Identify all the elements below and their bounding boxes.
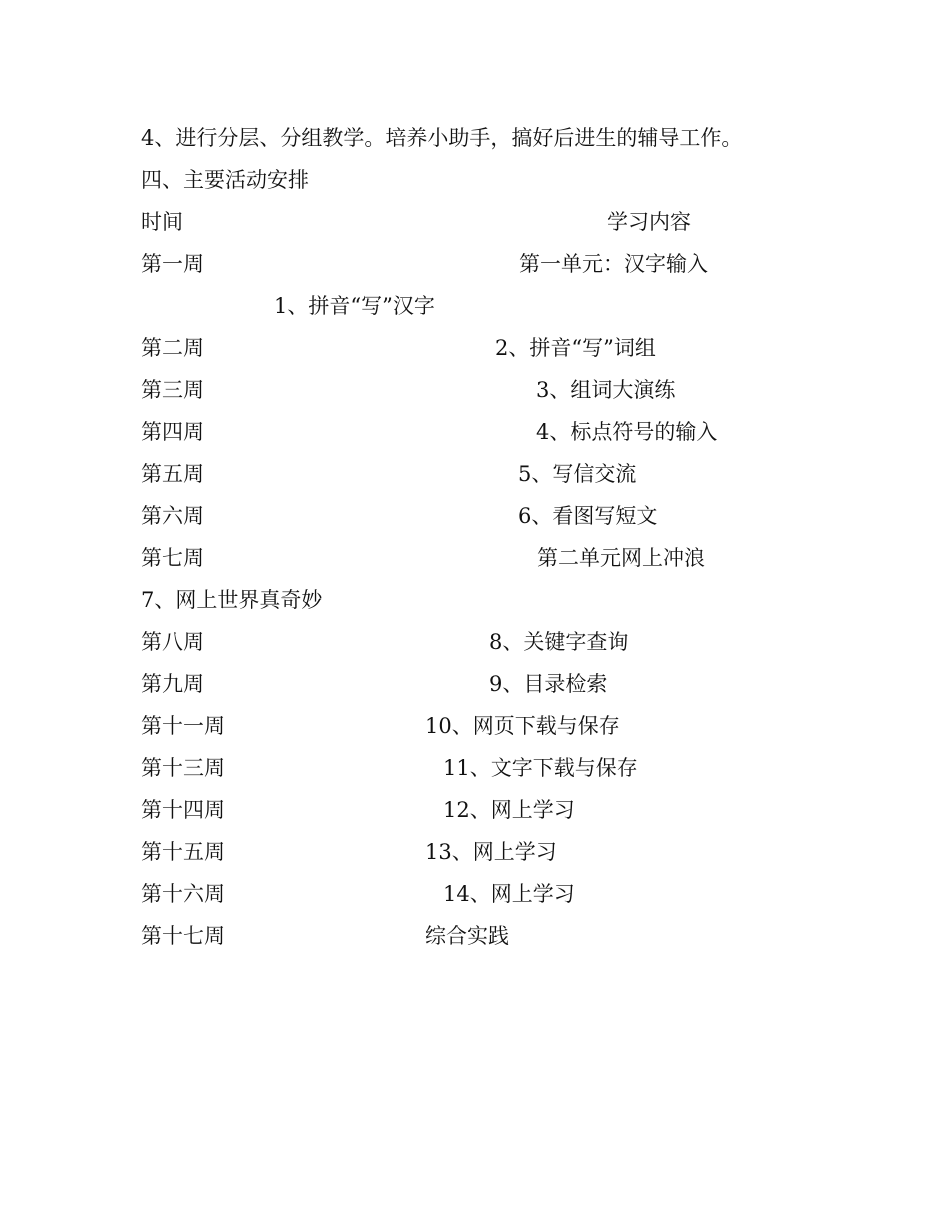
schedule-week: 第十七周 [141,924,225,948]
schedule-content: 10、网页下载与保存 [425,714,620,738]
schedule-content: 6、看图写短文 [518,504,658,528]
schedule-content: 7、网上世界真奇妙 [141,588,323,612]
schedule-week: 第九周 [141,672,204,696]
schedule-content: 1、拼音“写”汉字 [274,294,435,318]
schedule-content: 4、标点符号的输入 [536,420,718,444]
section-heading: 四、主要活动安排 [141,168,309,192]
schedule-header-content: 学习内容 [607,210,691,234]
schedule-week: 第四周 [141,420,204,444]
schedule-week: 第十五周 [141,840,225,864]
schedule-content: 综合实践 [425,924,509,948]
schedule-week: 第十三周 [141,756,225,780]
schedule-week: 第十四周 [141,798,225,822]
schedule-week: 第八周 [141,630,204,654]
schedule-content: 13、网上学习 [425,840,557,864]
schedule-content: 9、目录检索 [489,672,608,696]
schedule-content: 12、网上学习 [443,798,575,822]
paragraph-item-4: 4、进行分层、分组教学。培养小助手，搞好后进生的辅导工作。 [141,126,743,150]
schedule-content: 3、组词大演练 [536,378,676,402]
schedule-content: 11、文字下载与保存 [443,756,638,780]
schedule-content: 5、写信交流 [518,462,637,486]
schedule-content: 第一单元：汉字输入 [519,252,708,276]
schedule-content: 8、关键字查询 [489,630,629,654]
schedule-week: 第二周 [141,336,204,360]
schedule-week: 第十一周 [141,714,225,738]
schedule-week: 第六周 [141,504,204,528]
schedule-content: 第二单元网上冲浪 [537,546,705,570]
schedule-week: 第十六周 [141,882,225,906]
schedule-content: 2、拼音“写”词组 [495,336,656,360]
schedule-week: 第七周 [141,546,204,570]
schedule-header-time: 时间 [141,210,183,234]
schedule-week: 第五周 [141,462,204,486]
schedule-content: 14、网上学习 [443,882,575,906]
schedule-week: 第三周 [141,378,204,402]
schedule-week: 第一周 [141,252,204,276]
